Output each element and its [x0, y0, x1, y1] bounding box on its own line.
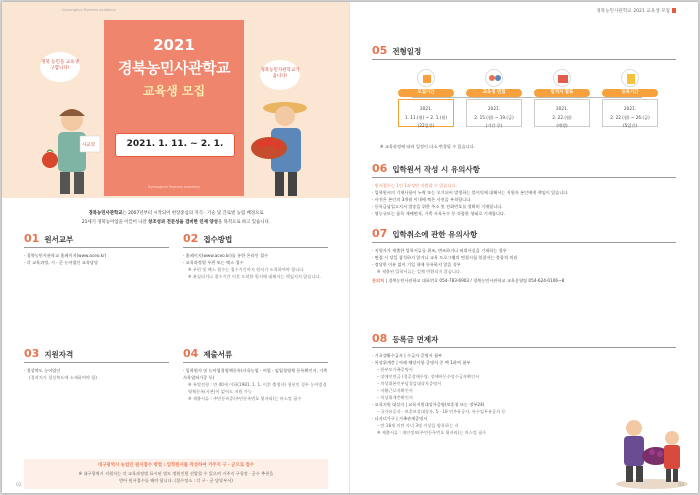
step-duration: (기간 중)	[485, 123, 503, 128]
list-item: – 장애인연금 (경증장애수당, 장애아동수당수급자확인서	[377, 373, 480, 379]
schedule-step	[602, 69, 658, 127]
list-item: – 만 18세 미만 자녀 3명 이상을 양육하는 자	[377, 422, 459, 428]
list-item: · 기초생활수급자 | 수급자 증명서 첨부	[372, 352, 443, 358]
list-item: · 사진은 본인의 3개월 이내에 찍은 사진을 부착합니다.	[372, 196, 472, 202]
section-02-submission-method	[183, 232, 328, 280]
section-number: 06	[372, 162, 388, 175]
list-item: · 등록금납입고지서 발송을 위한 주소 및 전화번호를 정확히 기재합니다.	[372, 203, 503, 209]
section-number: 04	[183, 347, 199, 360]
intro-line-2-prefix: 21세기 경북농어업을 이끌어 나갈	[81, 220, 149, 225]
step-duration: (예정)	[556, 123, 568, 128]
section-06-form-notes	[372, 162, 676, 217]
enquiry-text: | 경북농민사관학교 대표번호 054-783-6903 / 경북농민사관학교 교육운영팀 054-624-0106~8	[384, 277, 565, 283]
box-sign-text: 사교학	[82, 143, 96, 148]
section-title: 지원자격	[44, 350, 74, 359]
list-note: ※ 분실되거나 접수기간 이후 도착한 원서에 대해서는 책임지지 않습니다.	[188, 273, 321, 279]
hero-title-card	[104, 20, 244, 196]
step-label: 합격자 발표	[534, 89, 590, 97]
speech-bubble-right: 경북농민사관학교가 옵니다!	[260, 60, 300, 90]
intro-line-1: 는 2007년부터 시작되어 현장중심의 지식 · 기술 및 글로벌 농업 배경으로	[122, 211, 264, 216]
section-07-cancellation	[372, 227, 676, 284]
step-duration: (5일간)	[622, 123, 638, 128]
list-item: · 경상북도 농어업인	[24, 367, 61, 373]
calendar-icon	[417, 69, 435, 87]
intro-line-2-rest: 을 목적으로 하고 있습니다.	[217, 220, 271, 225]
section-number: 01	[24, 232, 40, 245]
section-number: 08	[372, 332, 388, 345]
hero-school-name: 경북농민사관학교	[118, 59, 230, 77]
schedule-step	[534, 69, 590, 127]
section-title: 접수방법	[203, 235, 233, 244]
step-duration: (22일간)	[417, 123, 435, 128]
list-item: · 입학원서 및 농어업경영체등록(사육농업 · 어업 · 임업경영체 등록확인서, 가축사육업허가증 등)	[183, 367, 328, 380]
announcement-icon	[553, 69, 571, 87]
section-number: 07	[372, 227, 388, 240]
section-title: 원서교부	[44, 235, 74, 244]
registration-icon	[621, 69, 639, 87]
left-page	[2, 2, 350, 493]
schedule-note-text: ※ 교육과정에 따라 일정이 다소 변경될 수 있습니다.	[380, 144, 476, 149]
list-item: · 각 교육과정, 시 · 군 농어업인 교육담당	[24, 259, 98, 265]
schedule-note	[380, 139, 676, 150]
page-number: 02	[16, 483, 22, 488]
list-item: · 지원자가 제출한 입학서류를 위조, 변조하거나 허위사실을 기재하는 경우	[372, 247, 507, 253]
daegu-notice-box	[24, 459, 328, 489]
list-note: ※ 특별전형 : 만 40세 이하(1981. 1. 1. 이후 출생자) 청년인 경우 농어업경영체등록(사본)이 없어도 지원 가능	[188, 381, 327, 394]
step-label: 모집기간	[398, 89, 454, 97]
list-item: – 한부모가족증명서	[377, 366, 413, 372]
recruit-period-badge: 2021. 1. 11. ~ 2. 1.	[115, 133, 235, 157]
running-head-text: 경북농민사관학교 2021 교육생 모집	[596, 9, 670, 14]
list-item: · 다자녀가구 | 가족관계증명서	[372, 415, 428, 421]
list-item: · 입학원서의 기재사항이 누락 또는 오기되어 발생하는 불이익에 대해서는 지원자 본인에게 책임이 있습니다.	[372, 189, 569, 195]
speech-bubble-left: 경북 농민을 교육생 구합니다!	[40, 52, 80, 82]
section-01-application-form	[24, 232, 169, 266]
section-number: 05	[372, 44, 388, 57]
list-item: · 원서접수는 1인 1과정만 지원할 수 있습니다.	[372, 182, 457, 188]
step-date-year: 2021.	[624, 106, 636, 111]
step-date-range: 2. 22.(월)	[552, 114, 572, 120]
notice-line-1: ※ 대구광역시 지원자는 각 교육과정별 표시된 별도 정원인원 선발할 수 있으며 거주지 구청장 · 군수 추천을	[78, 471, 274, 476]
notice-line-2: 받아 원서접수를 해야 합니다. (접수정소 : 각 구 · 군 담당부서)	[119, 478, 233, 483]
list-item: · 교육과정별 우편 또는 팩스 접수	[183, 259, 244, 265]
farmer-man-illustration	[32, 102, 102, 198]
page-number: 03	[678, 483, 684, 488]
right-page	[350, 2, 698, 493]
notice-title: 대구광역시 농업인 원서접수 방법 : 입학원서를 작성하여 거주지 구 · 군으로 접수	[98, 463, 254, 468]
hero-year: 2021	[153, 36, 195, 54]
list-note: ※ 제출서류 : 주민등록증(주민등록번호 뒷자리)는 마스킹 필수	[188, 395, 302, 401]
list-item: – 국가유공자 · 보훈보상대상자, 5 · 18 민주유공자, 특수임무유공자 등	[377, 408, 506, 414]
step-date-range: 2. 22.(월) ~ 26.(금)	[610, 114, 650, 120]
list-note: ※ 제출서류 : 개인정보(주민등록번호 뒷자리)는 마스킹 필수	[377, 429, 487, 435]
step-label: 등록기간	[602, 89, 658, 97]
step-date-year: 2021.	[420, 106, 432, 111]
list-item: – 자활근로자확인서	[377, 387, 413, 393]
list-item: · 홈페이지(www.aceo.kr)를 통한 온라인 접수	[183, 252, 269, 258]
step-date-range: 2. 15.(월) ~ 19.(금)	[474, 114, 514, 120]
section-04-documents	[183, 347, 328, 402]
section-03-eligibility	[24, 347, 169, 381]
list-item: – 차상위본인부담경감대상자증명서	[377, 380, 442, 386]
interview-icon	[485, 69, 503, 87]
hero-academy-en: Gyeongbuk Farmers Academy	[147, 185, 201, 189]
section-number: 03	[24, 347, 40, 360]
list-item: · 정당한 이유 없이 기일 내에 등록하지 않을 경우	[372, 261, 461, 267]
intro-goal: 창조성과 전문성을 겸비한 인재 양성	[148, 220, 218, 225]
list-item: – 차상위계층확인서	[377, 394, 413, 400]
section-title: 입학취소에 관한 유의사항	[392, 230, 478, 239]
list-note: ※ 제출된 입학서류는 일체 반환되지 않습니다.	[377, 268, 462, 274]
list-item: · 경북농민사관학교 홈페이지(www.aceo.kr)	[24, 252, 107, 258]
intro-school-name: 경북농민사관학교	[88, 211, 123, 216]
section-title: 전형일정	[392, 47, 422, 56]
enquiry-label: 문의처	[372, 277, 385, 283]
list-item: (경작지가 경상북도에 소재하여야 함)	[29, 374, 97, 380]
farmer-kid-illustration	[612, 406, 692, 490]
schedule-step	[466, 69, 522, 127]
step-date-year: 2021.	[556, 106, 568, 111]
list-note: ※ 우편 및 팩스 접수는 접수기간까지 원서가 도착하여야 합니다.	[188, 266, 305, 272]
list-item: · 차상위계층 | 아래 해당사항 증명서 중 택 1하여 첨부	[372, 359, 471, 365]
section-number: 02	[183, 232, 199, 245]
list-item: · 면접 시 당일 참석하지 않거나 교육 프로그램의 면접시험 불참자는 불합격 처리	[372, 254, 518, 260]
running-head-right	[596, 8, 676, 14]
hero-recruit-title: 교육생 모집	[142, 84, 206, 98]
step-date-year: 2021.	[488, 106, 500, 111]
section-05-schedule	[372, 44, 676, 60]
enquiry-contact	[372, 277, 676, 284]
brochure-spread	[2, 2, 698, 493]
list-item: · 교육지원 대상자 | 교육지원대상자증명(보훈청 또는 정부24)	[372, 401, 485, 407]
intro-paragraph	[24, 209, 328, 227]
section-title: 등록금 면제자	[392, 335, 439, 344]
section-title: 입학원서 작성 시 유의사항	[392, 165, 480, 174]
running-head-left: Gyeongbuk Farmers Academy	[62, 8, 116, 12]
step-date-range: 1. 11.(월) ~ 2. 1.(월)	[404, 114, 448, 120]
schedule-step	[398, 69, 454, 127]
hero-banner	[2, 2, 350, 198]
section-title: 제출서류	[203, 350, 233, 359]
farmer-woman-illustration	[247, 94, 327, 198]
list-item: · 영농규모는 품목 재배면적, 가축 사육두수 등 적합한 형태로 기재합니다.	[372, 210, 506, 216]
schedule-timeline	[392, 69, 662, 149]
step-label: 교육생 면접	[466, 89, 522, 97]
section-08-fee-exemption	[372, 332, 612, 436]
